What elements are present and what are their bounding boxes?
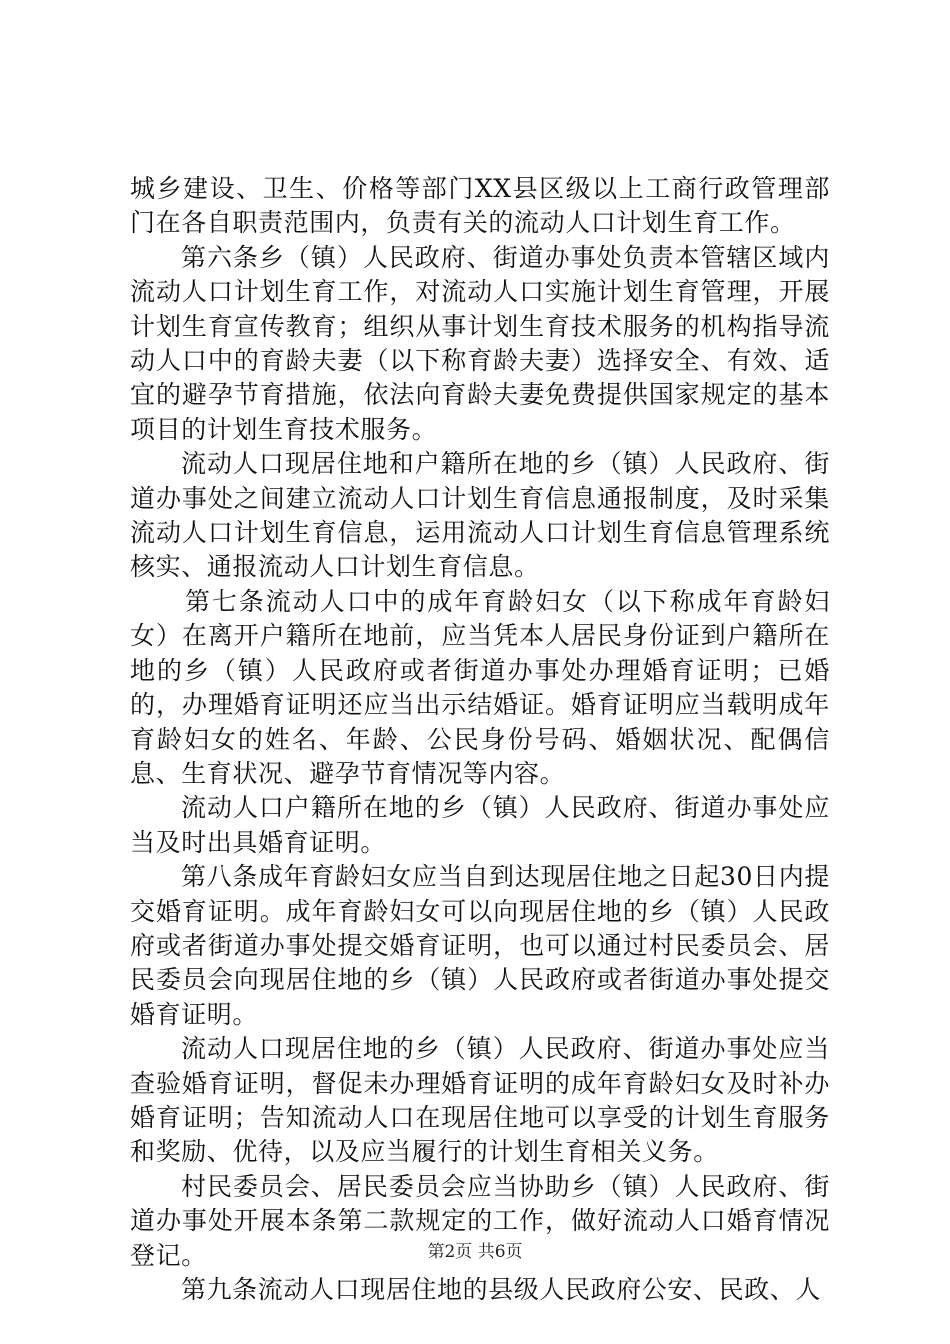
paragraph-4-article-7: 第七条流动人口中的成年育龄妇女（以下称成年育龄妇女）在离开户籍所在地前，应当凭本人居民身份证到户籍所在地的乡（镇）人民政府或者街道办事处办理婚育证明；已婚的，办理婚育证明还应当出示结婚证。婚育证明应当载明成年育龄妇女的姓名、年龄、公民身份号码、婚姻状况、配偶信息、生育状况、避孕节育情况等内容。 — [130, 586, 830, 788]
paragraph-5: 流动人口户籍所在地的乡（镇）人民政府、街道办事处应当及时出具婚育证明。 — [130, 793, 830, 857]
paragraph-9-article-9: 第九条流动人口现居住地的县级人民政府公安、民政、人 — [181, 1275, 822, 1304]
paragraph-2-article-6: 第六条乡（镇）人民政府、街道办事处负责本管辖区域内流动人口计划生育工作，对流动人口实施计划生育管理，开展计划生育宣传教育；组织从事计划生育技术服务的机构指导流动人口中的育龄夫妻（以下称育龄夫妻）选择安全、有效、适宜的避孕节育措施，依法向育龄夫妻免费提供国家规定的基本项目的计划生育技术服务。 — [130, 242, 830, 444]
paragraph-1: 城乡建设、卫生、价格等部门XX县区级以上工商行政管理部门在各自职责范围内，负责有关的流动人口计划生育工作。 — [130, 174, 830, 238]
paragraph-6-article-8: 第八条成年育龄妇女应当自到达现居住地之日起30日内提交婚育证明。成年育龄妇女可以向现居住地的乡（镇）人民政府或者街道办事处提交婚育证明，也可以通过村民委员会、居民委员会向现居住地的乡（镇）人民政府或者街道办事处提交婚育证明。 — [130, 862, 830, 1029]
paragraph-7: 流动人口现居住地的乡（镇）人民政府、街道办事处应当查验婚育证明，督促未办理婚育证明的成年育龄妇女及时补办婚育证明；告知流动人口在现居住地可以享受的计划生育服务和奖励、优待，以及应当履行的计划生育相关义务。 — [130, 1034, 830, 1167]
paragraph-3: 流动人口现居住地和户籍所在地的乡（镇）人民政府、街道办事处之间建立流动人口计划生育信息通报制度，及时采集流动人口计划生育信息，运用流动人口计划生育信息管理系统核实、通报流动人口计划生育信息。 — [130, 449, 830, 582]
paragraph-8: 村民委员会、居民委员会应当协助乡（镇）人民政府、街道办事处开展本条第二款规定的工作，做好流动人口婚育情况登记。 — [130, 1171, 830, 1270]
document-body — [130, 172, 830, 1307]
page-number-label: 第2页 共6页 — [427, 1242, 523, 1262]
page-footer — [0, 1241, 950, 1263]
